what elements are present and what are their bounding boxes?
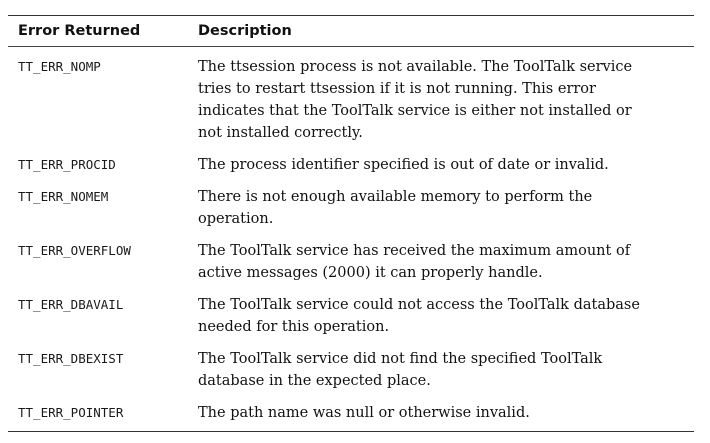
error-code: TT_ERR_DBEXIST [18,351,124,366]
description-line: needed for this operation. [198,319,390,335]
error-description [198,186,694,230]
description-line: There is not enough available memory to perform the [198,189,593,205]
description-line: The path name was null or otherwise invalid. [198,405,530,421]
table-row [8,348,694,392]
description-line: The process identifier specified is out of date or invalid. [198,157,609,173]
header-description: Description [198,23,292,39]
description-line: tries to restart ttsession if it is not running. This error [198,81,596,97]
error-code: TT_ERR_PROCID [18,157,116,172]
table-row [8,154,694,176]
error-description [198,154,694,176]
description-line: indicates that the ToolTalk service is either not installed or [198,103,632,119]
error-table [8,15,694,432]
table-row [8,240,694,284]
error-description [198,294,694,338]
error-code: TT_ERR_DBAVAIL [18,297,124,312]
error-description [198,240,694,284]
table-row [8,56,694,144]
table-row [8,186,694,230]
error-code: TT_ERR_NOMP [18,59,101,74]
error-code: TT_ERR_NOMEM [18,189,109,204]
error-description [198,402,694,424]
table-header [8,16,694,46]
description-line: The ToolTalk service could not access the ToolTalk database [198,297,640,313]
description-line: active messages (2000) it can properly handle. [198,265,543,281]
error-description [198,348,694,392]
table-body [8,47,694,424]
table-row [8,402,694,424]
error-code: TT_ERR_OVERFLOW [18,243,131,258]
header-error-returned: Error Returned [18,23,141,39]
description-line: The ToolTalk service has received the maximum amount of [198,243,631,259]
description-line: database in the expected place. [198,373,431,389]
description-line: The ToolTalk service did not find the specified ToolTalk [198,351,603,367]
error-code: TT_ERR_POINTER [18,405,124,420]
error-description [198,56,694,144]
description-line: The ttsession process is not available. The ToolTalk service [198,59,633,75]
description-line: not installed correctly. [198,125,363,141]
description-line: operation. [198,211,274,227]
table-row [8,294,694,338]
table-bottom-rule [8,431,694,432]
